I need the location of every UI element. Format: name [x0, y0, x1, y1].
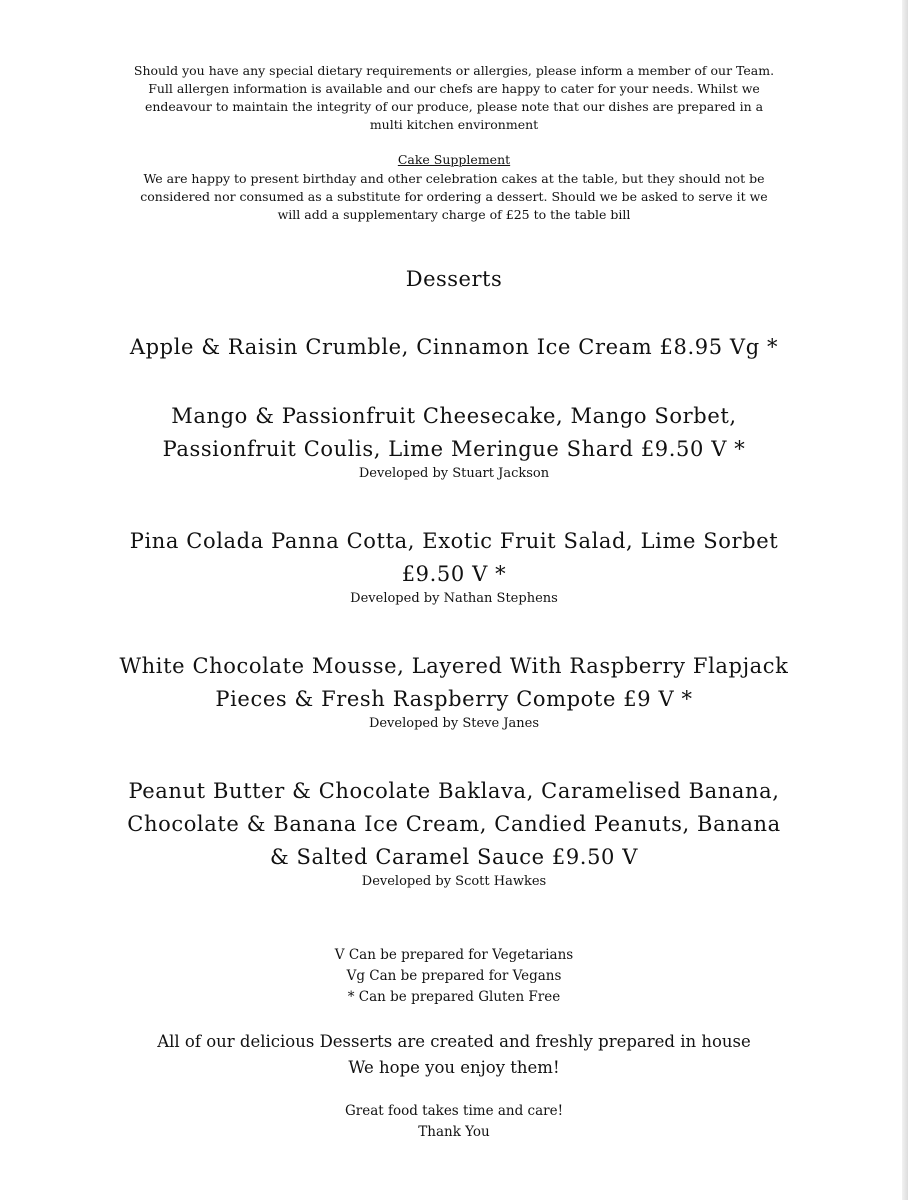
dessert-name: Pina Colada Panna Cotta, Exotic Fruit Salad, Lime Sorbet	[129, 529, 779, 553]
cake-supplement-text	[40, 170, 868, 224]
signoff-line: Thank You	[418, 1124, 490, 1140]
cake-supplement-line: considered nor consumed as a substitute for ordering a dessert. Should we be asked to serve it we	[140, 189, 768, 204]
cake-supplement-title: Cake Supplement	[397, 152, 511, 167]
dessert-credit: Developed by Steve Janes	[368, 716, 540, 731]
dessert-name: Passionfruit Coulis, Lime Meringue Shard £9.50 V *	[162, 437, 746, 461]
dessert-name: £9.50 V *	[401, 562, 507, 586]
cake-supplement-line: will add a supplementary charge of £25 to the table bill	[277, 207, 631, 222]
cake-supplement-line: We are happy to present birthday and other celebration cakes at the table, but they should not be	[143, 171, 765, 186]
dietary-key-line: V Can be prepared for Vegetarians	[334, 947, 574, 963]
dessert-name: Mango & Passionfruit Cheesecake, Mango Sorbet,	[171, 404, 737, 428]
dessert-name: Apple & Raisin Crumble, Cinnamon Ice Cream £8.95 Vg *	[129, 335, 779, 359]
notice-line: Full allergen information is available and our chefs are happy to cater for your needs. Whilst we	[148, 81, 760, 96]
allergy-notice	[40, 62, 868, 134]
closing-line: We hope you enjoy them!	[348, 1058, 560, 1077]
dietary-key	[40, 945, 868, 1008]
notice-line: Should you have any special dietary requirements or allergies, please inform a member of our Team.	[133, 63, 775, 78]
dessert-item	[40, 775, 868, 890]
dessert-name: & Salted Caramel Sauce £9.50 V	[269, 845, 639, 869]
dessert-item	[40, 331, 868, 364]
dessert-name: White Chocolate Mousse, Layered With Raspberry Flapjack	[119, 654, 789, 678]
dessert-name: Pieces & Fresh Raspberry Compote £9 V *	[215, 687, 693, 711]
signoff	[40, 1101, 868, 1143]
notice-line: endeavour to maintain the integrity of our produce, please note that our dishes are prepared in a	[144, 99, 764, 114]
dietary-key-line: * Can be prepared Gluten Free	[347, 989, 561, 1005]
cake-supplement-heading	[40, 151, 868, 169]
dietary-key-line: Vg Can be prepared for Vegans	[346, 968, 562, 984]
dessert-credit: Developed by Nathan Stephens	[350, 591, 558, 606]
signoff-line: Great food takes time and care!	[344, 1103, 564, 1119]
dessert-item	[40, 400, 868, 482]
section-title: Desserts	[405, 267, 503, 291]
page-edge-shadow	[902, 0, 908, 1200]
dessert-credit: Developed by Stuart Jackson	[358, 466, 550, 481]
dessert-name: Chocolate & Banana Ice Cream, Candied Peanuts, Banana	[127, 812, 781, 836]
dessert-item	[40, 525, 868, 607]
dessert-name: Peanut Butter & Chocolate Baklava, Caramelised Banana,	[128, 779, 780, 803]
dessert-item	[40, 650, 868, 732]
dessert-credit: Developed by Scott Hawkes	[361, 874, 547, 889]
closing-message	[40, 1029, 868, 1081]
notice-line: multi kitchen environment	[369, 117, 539, 132]
closing-line: All of our delicious Desserts are created and freshly prepared in house	[157, 1032, 751, 1051]
